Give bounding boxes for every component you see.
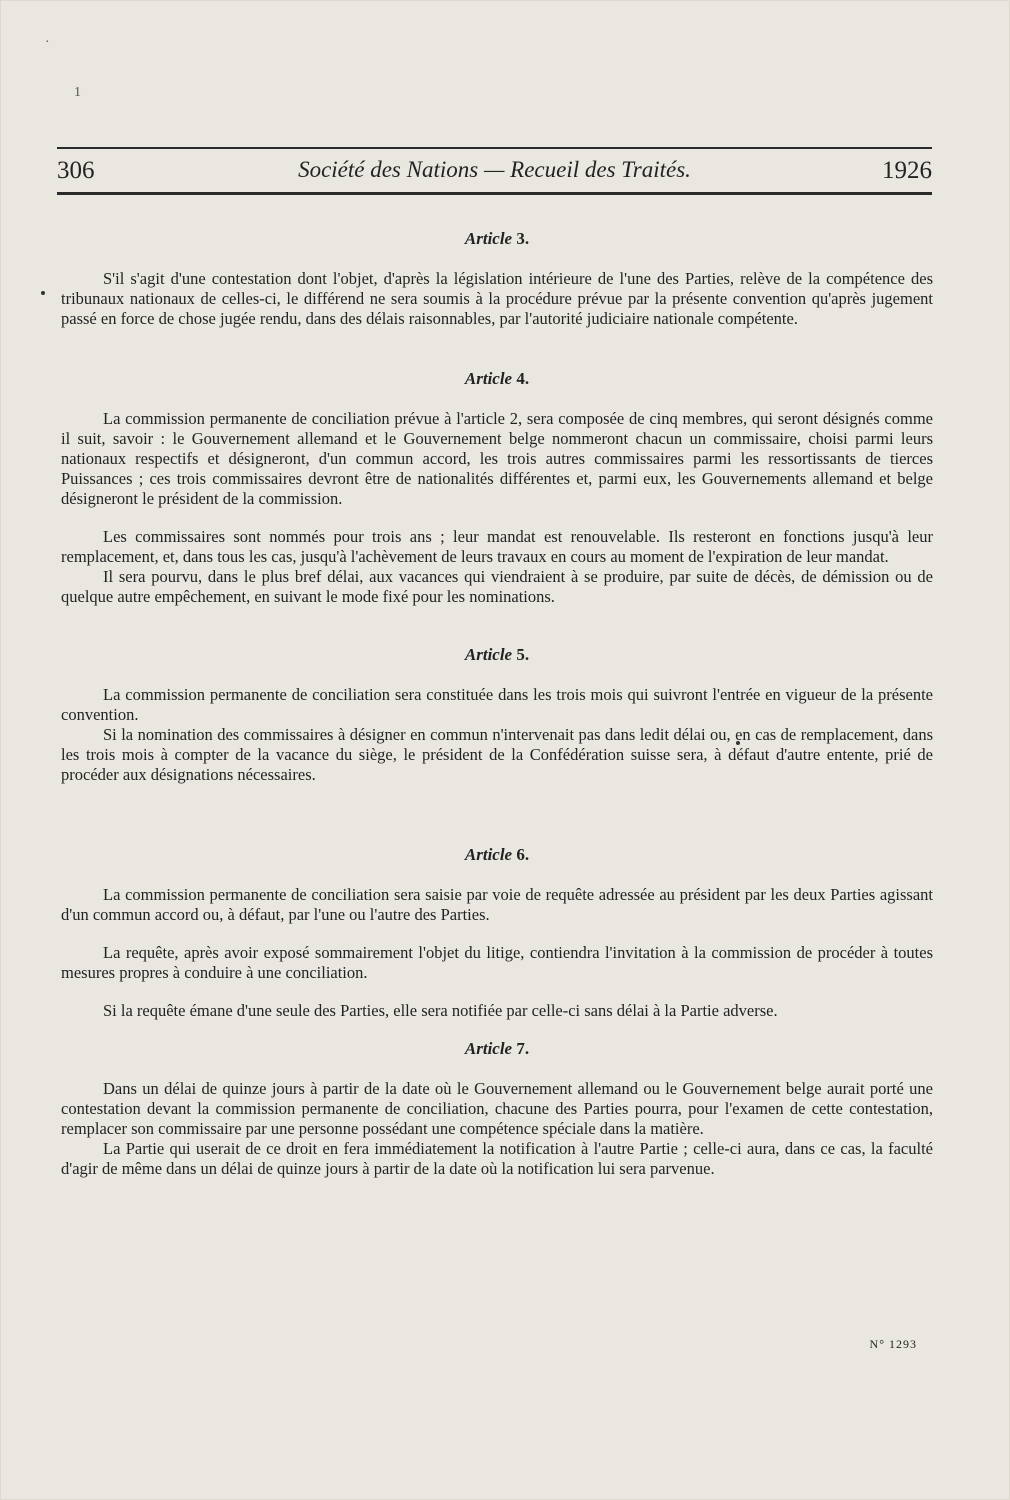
margin-dot-mark: · (45, 35, 50, 50)
article-paragraph: La commission permanente de conciliation sera constituée dans les trois mois qui suivront l'entrée en vigueur de la présente convention. (61, 685, 933, 724)
running-title: Société des Nations — Recueil des Traités. (298, 157, 691, 182)
header-year: 1926 (882, 157, 932, 184)
article-title (61, 645, 933, 665)
article-title-number: 3. (516, 229, 530, 248)
margin-number-mark: 1 (74, 85, 81, 100)
article-title-word: Article (464, 229, 513, 248)
article-title-word: Article (464, 1039, 513, 1058)
article-title (61, 369, 933, 389)
article-paragraph: La commission permanente de conciliation prévue à l'article 2, sera composée de cinq membres, qui seront désignés comme il suit, savoir : le Gouvernement allemand et le Gouvernement belge nommeront chacun un commissaire, choisi parmi leurs nationaux respectifs et désigneront, d'un commun accord, les trois autres commissaires parmi les ressortissants de tierces Puissances ; ces trois commissaires devront être de nationalités différentes et, parmi eux, les Gouvernements allemand et belge désigneront le président de la commission. (61, 409, 933, 508)
header-rule-bottom (57, 192, 932, 195)
article-title (61, 845, 933, 865)
article-paragraph: S'il s'agit d'une contestation dont l'objet, d'après la législation intérieure de l'une des Parties, relève de la compétence des tribunaux nationaux de celles-ci, le différend ne sera soumis à la procédure prévue par la présente convention qu'après jugement passé en force de chose jugée rendu, dans des délais raisonnables, par l'autorité judiciaire nationale compétente. (61, 269, 933, 328)
article-title-word: Article (464, 645, 513, 664)
article-7 (61, 1039, 933, 1179)
article-paragraph: La requête, après avoir exposé sommairement l'objet du litige, contiendra l'invitation à la commission de procéder à toutes mesures propres à conduire à une conciliation. (61, 943, 933, 982)
treaty-number: N° 1293 (869, 1337, 917, 1351)
page-number: 306 (57, 157, 95, 184)
article-paragraph: Si la requête émane d'une seule des Parties, elle sera notifiée par celle-ci sans délai à la Partie adverse. (103, 1001, 778, 1020)
running-header (57, 151, 932, 191)
article-paragraph: La Partie qui userait de ce droit en fera immédiatement la notification à l'autre Partie ; celle-ci aura, dans ce cas, la faculté d'agir de même dans un délai de quinze jours à partir de la date où la notification lui sera parvenue. (61, 1139, 933, 1178)
article-paragraph: Si la nomination des commissaires à désigner en commun n'intervenait pas dans ledit délai ou, en cas de remplacement, dans les trois mois à compter de la vacance du siège, le président de la Confédération suisse sera, à défaut d'autre entente, prié de procéder aux désignations nécessaires. (61, 725, 933, 784)
article-title-word: Article (464, 845, 513, 864)
article-6 (61, 845, 933, 1021)
article-title-word: Article (464, 369, 513, 388)
article-title-number: 5. (516, 645, 530, 664)
article-title-number: 7. (516, 1039, 530, 1058)
header-rule-top (57, 147, 932, 149)
article-paragraph: Dans un délai de quinze jours à partir de la date où le Gouvernement allemand ou le Gouvernement belge aurait porté une contestation devant la commission permanente de conciliation, chacune des Parties pourra, pour l'examen de cette contestation, remplacer son commissaire par une personne possédant une compétence spéciale dans la matière. (61, 1079, 933, 1138)
article-title-number: 6. (516, 845, 530, 864)
article-title (61, 229, 933, 249)
article-paragraph: La commission permanente de conciliation sera saisie par voie de requête adressée au président par les deux Parties agissant d'un commun accord ou, à défaut, par l'une ou l'autre des Parties. (61, 885, 933, 924)
article-title (61, 1039, 933, 1059)
document-body (61, 229, 933, 1179)
article-paragraph: Les commissaires sont nommés pour trois ans ; leur mandat est renouvelable. Ils resteront en fonctions jusqu'à leur remplacement, et, dans tous les cas, jusqu'à l'achèvement de leurs travaux en cours au moment de l'expiration de leur mandat. (61, 527, 933, 566)
article-5 (61, 645, 933, 785)
article-title-number: 4. (516, 369, 530, 388)
article-paragraph: Il sera pourvu, dans le plus bref délai, aux vacances qui viendraient à se produire, par suite de décès, de démission ou de quelque autre empêchement, en suivant le mode fixé pour les nominations. (61, 567, 933, 606)
article-3 (61, 229, 933, 329)
margin-dot (41, 291, 45, 295)
article-4 (61, 369, 933, 607)
